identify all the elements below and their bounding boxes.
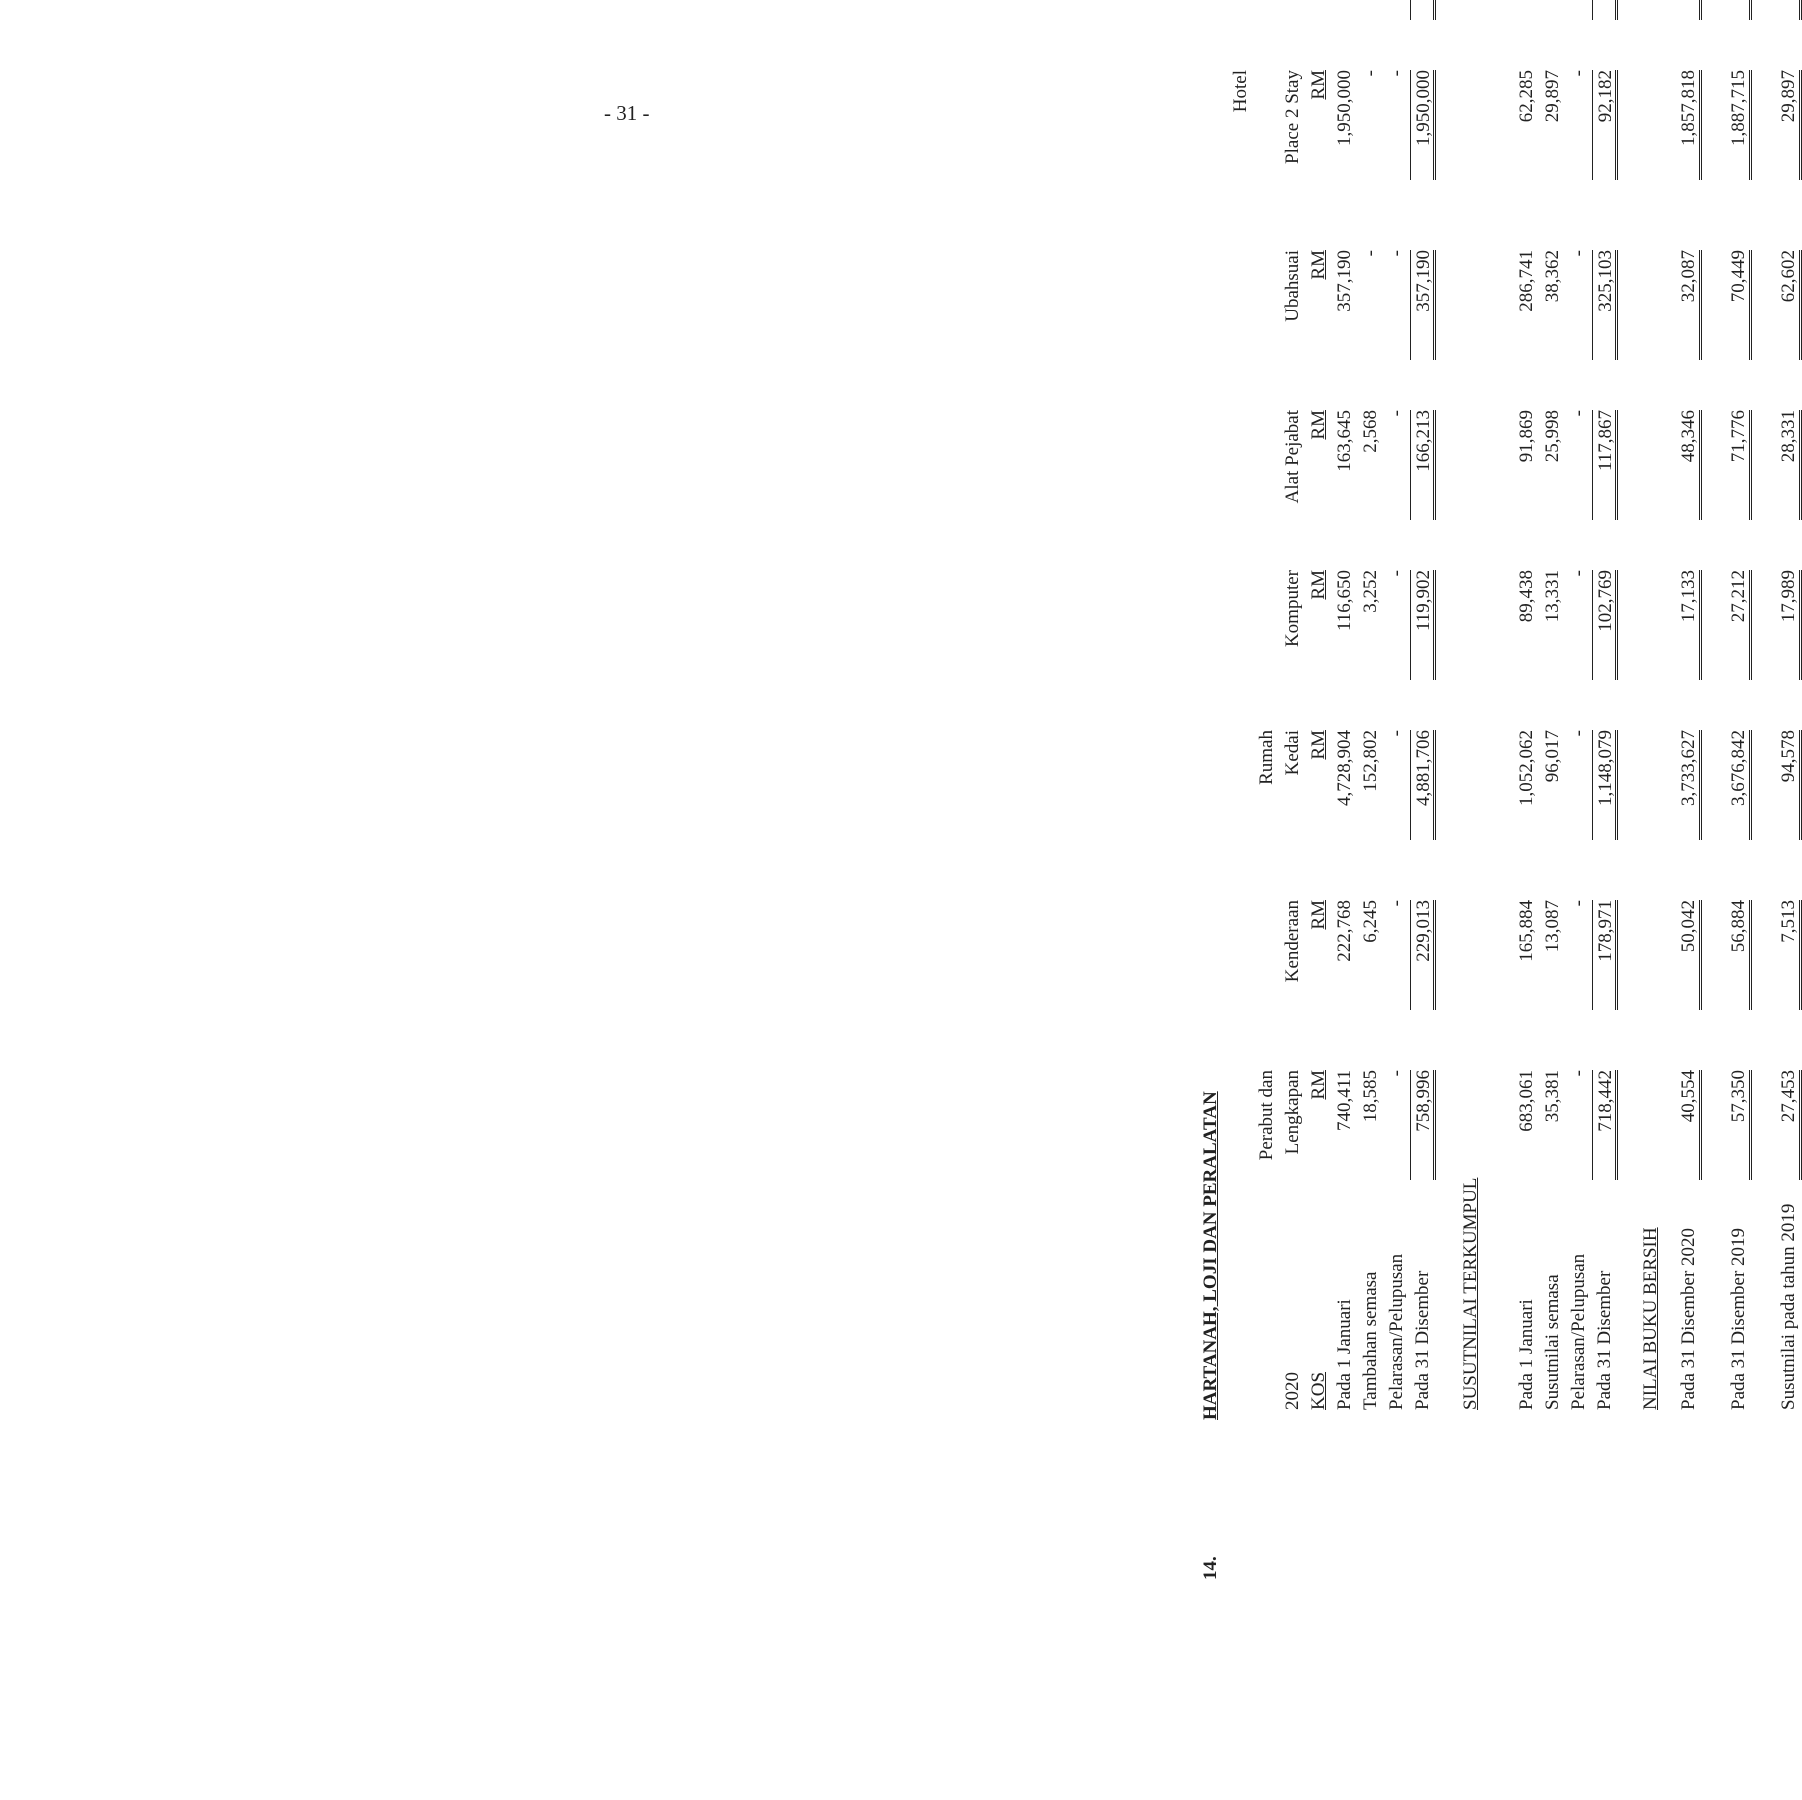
column-header [1228, 410, 1332, 560]
table-cell: - [1386, 900, 1407, 907]
table-cell [1384, 0, 1410, 20]
column-unit: RM [1308, 410, 1329, 440]
kos-label: KOS [1308, 1371, 1329, 1410]
row-label: Tambahan semasa [1360, 1271, 1381, 1410]
column-header-line [1228, 730, 1254, 880]
table-cell: - [1568, 250, 1589, 257]
table-cell: 3,676,842 [1726, 730, 1752, 840]
column-header-line [1254, 900, 1280, 1050]
column-header [1228, 570, 1332, 720]
column-header [1228, 70, 1332, 220]
row-label: Pada 31 Disember [1412, 1270, 1433, 1410]
table-cell: 222,768 [1334, 900, 1355, 962]
table-cell [1726, 0, 1752, 20]
column-header-line: Rumah [1256, 730, 1277, 785]
table-cell: 94,578 [1776, 730, 1802, 840]
note-title: HARTANAH, LOJI DAN PERALATAN [1200, 1091, 1221, 1420]
row-label: Pada 31 Disember [1594, 1270, 1615, 1410]
table-cell: - [1568, 570, 1589, 577]
column-header-line: Komputer [1282, 570, 1303, 648]
table-cell: 119,902 [1410, 570, 1436, 680]
table-cell [1592, 0, 1618, 20]
column-header-line [1228, 1070, 1254, 1220]
table-cell: 229,013 [1410, 900, 1436, 1010]
column-header-line [1254, 410, 1280, 560]
table-cell: 1,148,079 [1592, 730, 1618, 840]
column-header-line [1228, 0, 1254, 60]
table-cell: 50,042 [1676, 900, 1702, 1010]
table-cell: 4,881,706 [1410, 730, 1436, 840]
table-cell: 357,190 [1410, 250, 1436, 360]
note-number: 14. [1200, 1556, 1221, 1580]
column-unit [1306, 0, 1332, 60]
table-cell: 56,884 [1726, 900, 1752, 1010]
table-cell [1676, 0, 1702, 20]
table-cell: 70,449 [1726, 250, 1752, 360]
table-cell: 6,245 [1360, 900, 1381, 943]
table-cell: 3,733,627 [1676, 730, 1702, 840]
column-header-line: Kenderaan [1282, 900, 1303, 983]
table-cell: - [1386, 410, 1407, 417]
row-label: Pelarasan/Pelupusan [1386, 1253, 1407, 1410]
section-nilai-buku-bersih: NILAI BUKU BERSIH [1640, 1227, 1661, 1410]
column-unit: RM [1308, 900, 1329, 930]
table-cell: 17,133 [1676, 570, 1702, 680]
table-cell: 2,568 [1360, 410, 1381, 453]
table-cell: 57,350 [1726, 1070, 1752, 1180]
column-header-line [1228, 900, 1254, 1050]
table-cell: 102,769 [1592, 570, 1618, 680]
row-label: Susutnilai pada tahun 2019 [1778, 1203, 1799, 1410]
row-label: Pelarasan/Pelupusan [1568, 1253, 1589, 1410]
column-header [1228, 250, 1332, 400]
column-header-line: Place 2 Stay [1282, 70, 1303, 164]
column-header-line [1254, 570, 1280, 720]
column-unit: RM [1308, 70, 1329, 100]
row-label: Pada 31 Disember 2020 [1678, 1227, 1699, 1410]
table-cell: 1,950,000 [1334, 70, 1355, 146]
table-cell: 683,061 [1516, 1070, 1537, 1132]
column-header-line: Lengkapan [1282, 1070, 1303, 1155]
table-cell: - [1386, 730, 1407, 737]
column-header-line: Ubahsuai [1282, 250, 1303, 322]
table-cell: 62,602 [1776, 250, 1802, 360]
table-cell [1514, 0, 1540, 20]
table-cell: - [1386, 1070, 1407, 1077]
table-cell: - [1568, 1070, 1589, 1077]
column-header-line [1254, 70, 1280, 220]
table-cell [1776, 0, 1802, 20]
column-unit: RM [1308, 730, 1329, 760]
table-cell: 27,453 [1776, 1070, 1802, 1180]
table-cell: - [1568, 70, 1589, 77]
column-header [1228, 0, 1332, 60]
column-unit: RM [1308, 1070, 1329, 1100]
column-header [1228, 730, 1332, 880]
column-header-line: Alat Pejabat [1282, 410, 1303, 504]
table-cell: 325,103 [1592, 250, 1618, 360]
table-cell: 32,087 [1676, 250, 1702, 360]
column-header-line [1228, 570, 1254, 720]
table-cell: 29,897 [1776, 70, 1802, 180]
column-header-line: Kedai [1282, 730, 1303, 776]
table-cell: 178,971 [1592, 900, 1618, 1010]
table-cell [1332, 0, 1358, 20]
column-header-line: Perabut dan [1256, 1070, 1277, 1161]
row-label: Pada 1 Januari [1334, 1299, 1355, 1410]
table-cell: 35,381 [1542, 1070, 1563, 1123]
table-cell: 3,252 [1360, 570, 1381, 613]
table-cell: 17,989 [1776, 570, 1802, 680]
table-cell: 27,212 [1726, 570, 1752, 680]
column-header [1228, 1070, 1332, 1220]
column-header [1228, 900, 1332, 1050]
table-cell [1540, 0, 1566, 20]
table-cell: 91,869 [1516, 410, 1537, 463]
table-cell: 48,346 [1676, 410, 1702, 520]
table-cell: 89,438 [1516, 570, 1537, 623]
table-cell: - [1568, 900, 1589, 907]
table-cell: - [1386, 570, 1407, 577]
table-cell: 13,087 [1542, 900, 1563, 953]
table-cell: 96,017 [1542, 730, 1563, 783]
table-cell [1358, 0, 1384, 20]
year-label: 2020 [1282, 1372, 1303, 1410]
column-unit: RM [1308, 570, 1329, 600]
table-cell [1410, 0, 1436, 20]
table-cell: 1,857,818 [1676, 70, 1702, 180]
table-cell: 18,585 [1360, 1070, 1381, 1123]
table-cell: 718,442 [1592, 1070, 1618, 1180]
table-cell: 1,052,062 [1516, 730, 1537, 806]
table-cell: - [1360, 250, 1381, 257]
table-cell: 117,867 [1592, 410, 1618, 520]
table-cell: 71,776 [1726, 410, 1752, 520]
table-cell: 92,182 [1592, 70, 1618, 180]
table-cell: 1,887,715 [1726, 70, 1752, 180]
column-header-line [1254, 250, 1280, 400]
page-number: - 31 - [604, 101, 650, 125]
section-susutnilai-terkumpul: SUSUTNILAI TERKUMPUL [1460, 1177, 1481, 1410]
table-cell: 740,411 [1334, 1070, 1355, 1132]
table-cell: 163,645 [1334, 410, 1355, 472]
table-cell: - [1568, 410, 1589, 417]
table-cell: - [1386, 70, 1407, 77]
table-cell: 286,741 [1516, 250, 1537, 312]
table-cell: 166,213 [1410, 410, 1436, 520]
column-unit: RM [1308, 250, 1329, 280]
table-cell: 116,650 [1334, 570, 1355, 632]
row-label: Susutnilai semasa [1542, 1274, 1563, 1410]
table-cell: 152,802 [1360, 730, 1381, 792]
column-header-line [1254, 0, 1280, 60]
column-header-line: Hotel [1230, 70, 1251, 113]
table-cell: 38,362 [1542, 250, 1563, 303]
table-cell: 1,950,000 [1410, 70, 1436, 180]
table-cell [1566, 0, 1592, 20]
table-cell: - [1568, 730, 1589, 737]
table-cell: 28,331 [1776, 410, 1802, 520]
year-header [1228, 1290, 1332, 1410]
table-cell: 357,190 [1334, 250, 1355, 312]
table-cell: 165,884 [1516, 900, 1537, 962]
table-cell: 758,996 [1410, 1070, 1436, 1180]
table-cell: 4,728,904 [1334, 730, 1355, 806]
table-cell: - [1386, 250, 1407, 257]
table-cell: 25,998 [1542, 410, 1563, 463]
column-header-line [1228, 250, 1254, 400]
table-cell: 7,513 [1776, 900, 1802, 1010]
column-header-line [1280, 0, 1306, 60]
table-cell: 62,285 [1516, 70, 1537, 123]
table-cell: - [1360, 70, 1381, 77]
row-label: Pada 31 Disember 2019 [1728, 1227, 1749, 1410]
column-header-line [1228, 410, 1254, 560]
row-label: Pada 1 Januari [1516, 1299, 1537, 1410]
table-cell: 13,331 [1542, 570, 1563, 623]
table-cell: 29,897 [1542, 70, 1563, 123]
table-cell: 40,554 [1676, 1070, 1702, 1180]
rotated-financial-table [1000, 20, 1800, 1580]
